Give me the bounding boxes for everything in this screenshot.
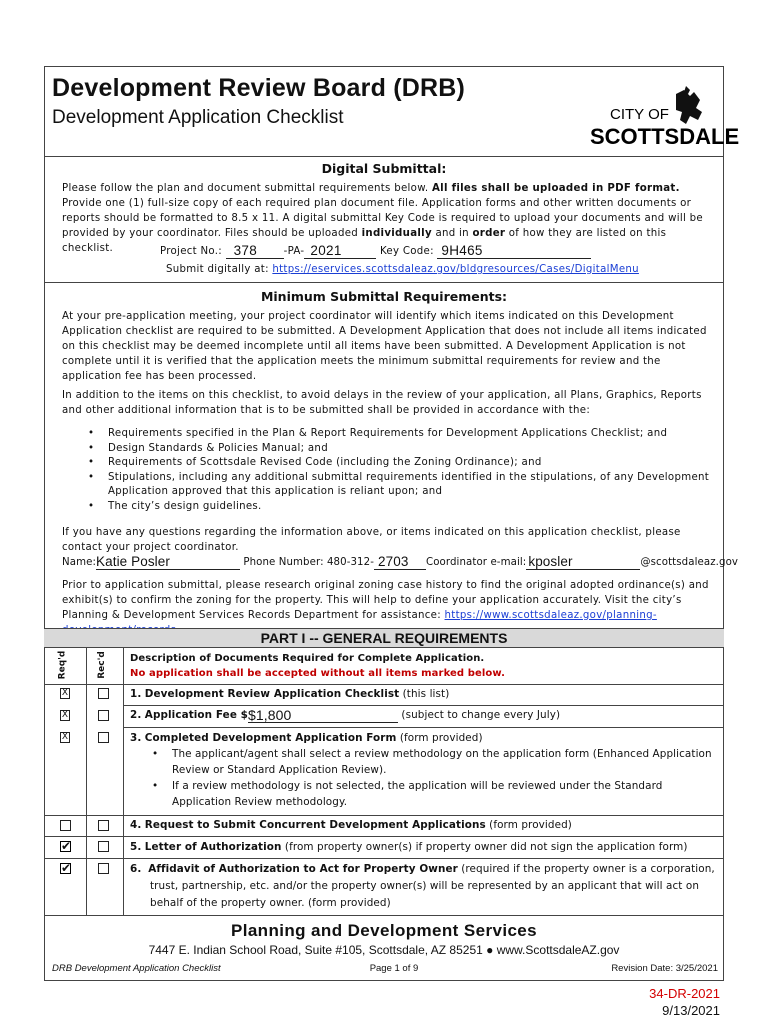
checkbox-recd[interactable] [98, 710, 109, 721]
logo-line1: CITY OF [610, 106, 669, 123]
zoning-research-paragraph: Prior to application submittal, please research original zoning case history to find the original adopted ordinance(s) and exhibit(s) to confirm the zoning for the property. This will help to define your application accurately. Visit the city’s Planning & Development Services Records Department for assistance: https://www.scottsdaleaz.gov/planning- [62, 578, 710, 638]
digital-submittal-link[interactable]: https://eservices.scottsdaleaz.gov/bldgresources/Cases/DigitalMenu [272, 264, 639, 275]
column-header-recd: Rec'd [96, 651, 107, 679]
key-code-field[interactable]: 9H465 [437, 244, 591, 259]
table-bottom-divider [44, 915, 724, 916]
row-divider [123, 727, 724, 728]
description-line: Description of Documents Required for Complete Application. [130, 653, 485, 664]
list-item: • Requirements specified in the Plan & Report Requirements for Development Applications Checklist; and [62, 427, 710, 442]
row-divider [123, 705, 724, 706]
part-one-heading: PART I -- GENERAL REQUIREMENTS [44, 628, 724, 648]
table-row: 6. Affidavit of Authorization to Act for Property Owner (required if the property owner is a corporation, trust, partnership, etc. and/or the property owner(s) will be represented by an applicant that will act on behalf of the property owner. (form provided) [130, 863, 715, 909]
records-link[interactable]: https://www.scottsdaleaz.gov/planning- [444, 610, 657, 621]
minimum-requirements-heading: Minimum Submittal Requirements: [260, 289, 508, 304]
table-row: 5. Letter of Authorization (from property owner(s) if property owner did not sign the application form) [130, 841, 688, 853]
list-item: • Design Standards & Policies Manual; and [62, 442, 710, 457]
column-divider [86, 647, 87, 915]
table-header-divider [44, 684, 724, 685]
project-number-field[interactable]: 378 [226, 244, 284, 259]
list-item: • Stipulations, including any additional submittal requirements identified in the stipulations, of any Development Application approved that this application is reliant upon; and [62, 471, 710, 500]
list-item: • The applicant/agent shall select a review methodology on the application form (Enhanced Application Review or Standard Application Review). [130, 746, 715, 778]
column-divider [123, 647, 124, 915]
checkbox-recd[interactable] [98, 863, 109, 874]
logo-line2: SCOTTSDALE [590, 124, 740, 149]
horse-rider-icon [676, 86, 702, 124]
checkbox-reqd[interactable]: ✔ [61, 861, 72, 875]
digital-submittal-paragraph: Please follow the plan and document submittal requirements below. All files shall be uploaded in PDF format. Provide one (1) full-size copy of each required plan document file. Application forms and other written documents or reports should be formatted to 8.5 x 11. A digital submittal Key Code is required to upload your documents and will be provided by your coordinator. Files should be uploaded individually and in order of how they are listed on this checklist. [62, 183, 704, 254]
table-row: 3. Completed Development Application Form (form provided) • The applicant/agent shall select a review methodology on the application form (Enhanced Application Review or Standard Application Review). • If a review methodology is not selected, the application will be reviewed under the Standard Application Review methodology. [130, 730, 715, 810]
coordinator-email-field[interactable]: kposler [526, 555, 640, 570]
contact-paragraph: If you have any questions regarding the information above, or items indicated on this application checklist, please contact your project coordinator. [62, 527, 681, 553]
revision-date: Revision Date: 3/25/2021 [611, 963, 718, 974]
requirements-list [62, 427, 710, 515]
row-divider [44, 858, 724, 859]
checkbox-recd[interactable] [98, 688, 109, 699]
description-warning: No application shall be accepted without all items marked below. [130, 668, 506, 679]
checkbox-recd[interactable] [98, 820, 109, 831]
column-header-reqd: Req'd [57, 650, 68, 680]
table-row: 2. Application Fee $$1,800 (subject to change every July) [130, 707, 561, 723]
minimum-requirements-paragraph: At your pre-application meeting, your project coordinator will identify which items indicated on this Development Application checklist are required to be submitted. A Development Application that does not include all items indicated on this checklist may be deemed incomplete until all items have been submitted. A Development Application is not complete until it is verified that the application meets the minimum submittal requirements for review and the application fee has been processed. [62, 311, 707, 382]
checkbox-recd[interactable] [98, 841, 109, 852]
divider [44, 282, 724, 283]
row-divider [44, 815, 724, 816]
checkbox-reqd[interactable]: X [61, 732, 69, 742]
city-of-scottsdale-logo [590, 86, 740, 152]
document-title: Development Review Board (DRB) [52, 74, 466, 102]
case-number-stamp: 34-DR-2021 [649, 986, 720, 1001]
application-fee-field[interactable]: $1,800 [248, 708, 398, 723]
checkbox-reqd[interactable]: ✔ [61, 839, 72, 853]
digital-submittal-heading: Digital Submittal: [321, 161, 447, 176]
table-row: 4. Request to Submit Concurrent Development Applications (form provided) [130, 819, 572, 831]
list-item: • If a review methodology is not selected, the application will be reviewed under the Standard Application Review methodology. [130, 778, 715, 810]
phone-extension-field[interactable]: 2703 [374, 555, 426, 570]
coordinator-row: Name:Katie Posler Phone Number: 480-312- 2703 Coordinator e-mail: kposler @scottsdaleaz.gov [62, 554, 739, 569]
additional-items-paragraph: In addition to the items on this checklist, to avoid delays in the review of your application, all Plans, Graphics, Reports and other additional information that is to be submitted shall be provided in accordance with the: [62, 390, 702, 416]
case-date-stamp: 9/13/2021 [662, 1003, 720, 1018]
checkbox-recd[interactable] [98, 732, 109, 743]
footer-department-title: Planning and Development Services [230, 921, 538, 940]
divider [44, 156, 724, 157]
footer-document-name: DRB Development Application Checklist [52, 963, 221, 974]
table-row: 1. Development Review Application Checklist (this list) [130, 688, 450, 700]
document-subtitle: Development Application Checklist [52, 107, 344, 128]
submit-digitally-row: Submit digitally at: https://eservices.scottsdaleaz.gov/bldgresources/Cases/DigitalMenu [166, 264, 639, 275]
list-item: • Requirements of Scottsdale Revised Code (including the Zoning Ordinance); and [62, 456, 710, 471]
coordinator-name-field[interactable]: Katie Posler [96, 555, 240, 570]
list-item: • The city’s design guidelines. [62, 500, 710, 515]
project-number-row: Project No.: 378 -PA- 2021 Key Code: 9H465 [160, 244, 720, 259]
row-divider [44, 836, 724, 837]
table-description-header [130, 651, 715, 681]
checkbox-reqd[interactable]: X [61, 710, 69, 720]
page-number: Page 1 of 9 [369, 963, 419, 974]
checkbox-reqd[interactable]: X [61, 688, 69, 698]
pa-year-field[interactable]: 2021 [304, 244, 376, 259]
footer-address: 7447 E. Indian School Road, Suite #105, Scottsdale, AZ 85251 ● www.ScottsdaleAZ.gov [148, 943, 620, 957]
checkbox-reqd[interactable] [60, 820, 71, 831]
